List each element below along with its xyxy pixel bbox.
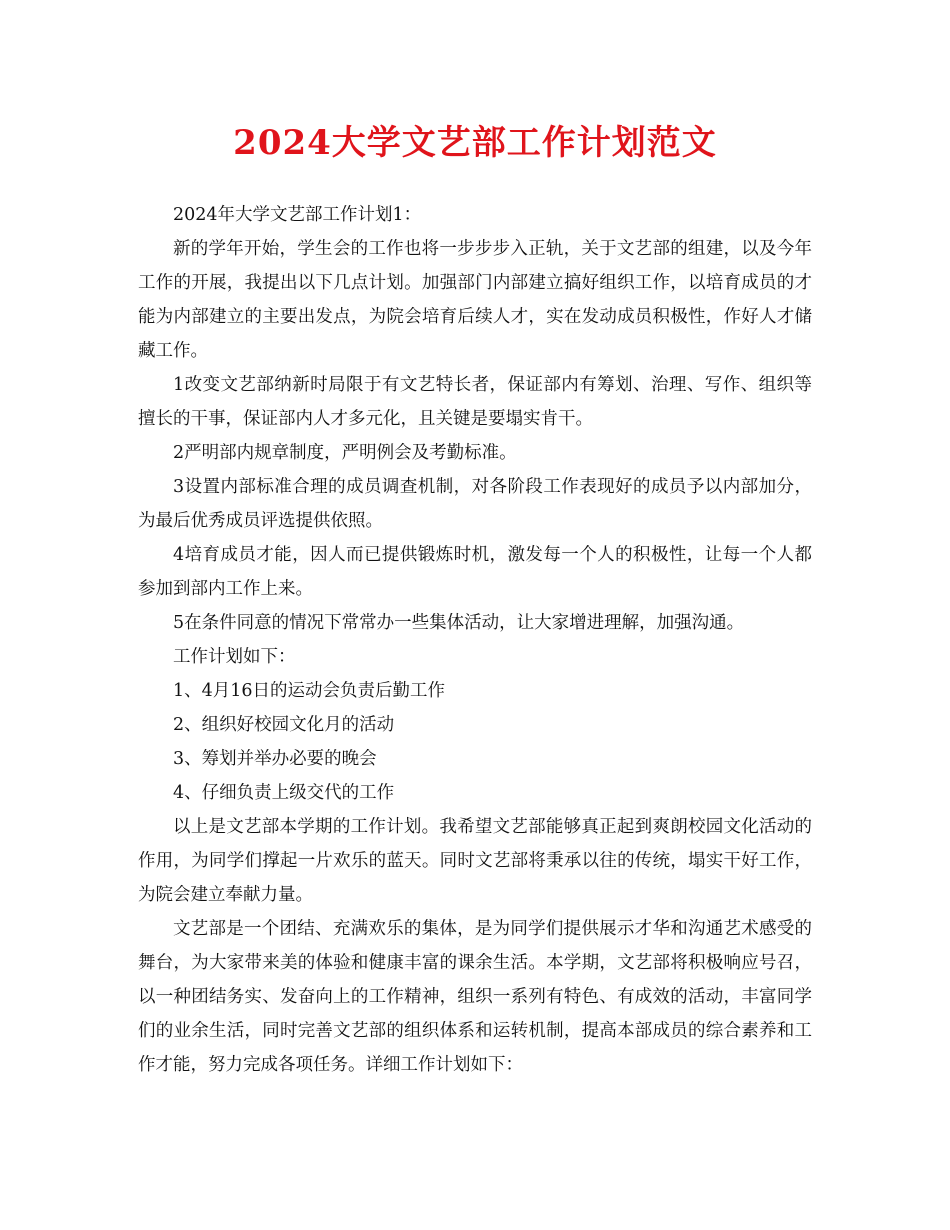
- paragraph-summary: 以上是文艺部本学期的工作计划。我希望文艺部能够真正起到爽朗校园文化活动的作用，为同学们撑起一片欢乐的蓝天。同时文艺部将秉承以往的传统，塌实干好工作，为院会建立奉献力量。: [138, 817, 812, 905]
- paragraph-point-4: 4培育成员才能，因人而已提供锻炼时机，激发每一个人的积极性，让每一个人都参加到部内工作上来。: [138, 545, 812, 599]
- paragraph-point-1: 1改变文艺部纳新时局限于有文艺特长者，保证部内有筹划、治理、写作、组织等擅长的干事，保证部内人才多元化，且关键是要塌实肯干。: [138, 375, 812, 429]
- plan-item-4: 4、仔细负责上级交代的工作: [173, 783, 395, 803]
- paragraph-intro: 新的学年开始，学生会的工作也将一步步步入正轨，关于文艺部的组建，以及今年工作的开展，我提出以下几点计划。加强部门内部建立搞好组织工作，以培育成员的才能为内部建立的主要出发点，为院会培育后续人才，实在发动成员积极性，作好人才储藏工作。: [138, 239, 812, 361]
- paragraph-plan-heading: 工作计划如下：: [173, 647, 296, 667]
- paragraph-heading: 2024年大学文艺部工作计划1：: [173, 205, 422, 225]
- paragraph-point-3: 3设置内部标准合理的成员调查机制，对各阶段工作表现好的成员予以内部加分，为最后优秀成员评选提供依照。: [138, 477, 812, 531]
- plan-item-3: 3、筹划并举办必要的晚会: [173, 749, 377, 769]
- paragraph-description: 文艺部是一个团结、充满欢乐的集体，是为同学们提供展示才华和沟通艺术感受的舞台，为大家带来美的体验和健康丰富的课余生活。本学期，文艺部将积极响应号召，以一种团结务实、发奋向上的工作精神，组织一系列有特色、有成效的活动，丰富同学们的业余生活，同时完善文艺部的组织体系和运转机制，提高本部成员的综合素养和工作才能，努力完成各项任务。详细工作计划如下：: [138, 919, 812, 1075]
- plan-item-1: 1、4月16日的运动会负责后勤工作: [173, 681, 446, 701]
- paragraph-point-5: 5在条件同意的情况下常常办一些集体活动，让大家增进理解，加强沟通。: [173, 613, 745, 633]
- document-title: 2024大学文艺部工作计划范文: [233, 123, 717, 163]
- plan-item-2: 2、组织好校园文化月的活动: [173, 715, 395, 735]
- document-body: [138, 198, 812, 1082]
- paragraph-point-2: 2严明部内规章制度，严明例会及考勤标准。: [173, 443, 517, 463]
